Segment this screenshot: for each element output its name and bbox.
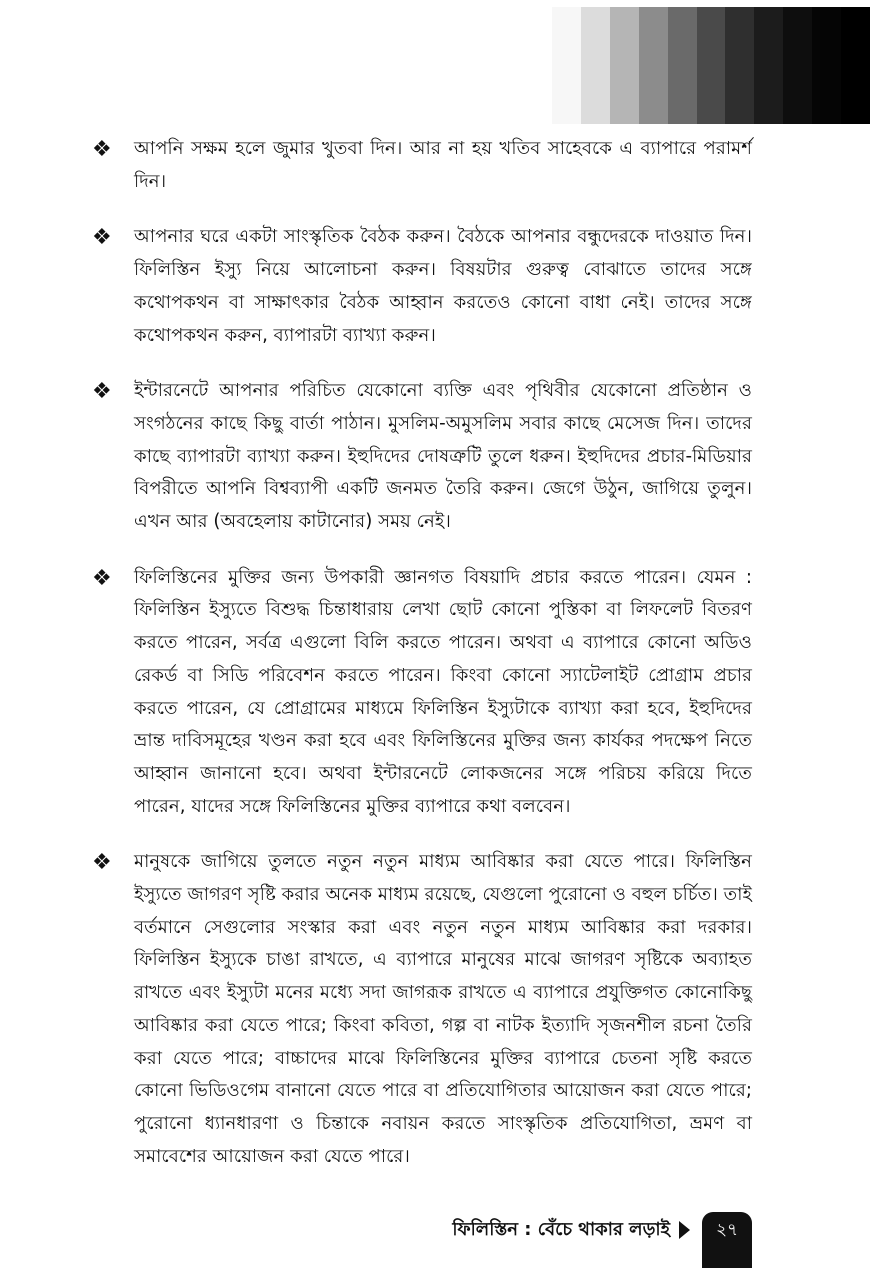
gray-swatch [725, 7, 754, 124]
list-item [92, 846, 752, 1173]
gray-swatch [639, 7, 668, 124]
grayscale-calibration-bar [552, 7, 870, 124]
gray-swatch [610, 7, 639, 124]
list-item [92, 133, 752, 198]
gray-swatch [841, 7, 870, 124]
page-body [92, 133, 752, 1196]
page-number: ২৭ [715, 1220, 739, 1240]
triangle-arrow-icon [679, 1221, 690, 1239]
bullet-paragraph: আপনার ঘরে একটা সাংস্কৃতিক বৈঠক করুন। বৈঠকে আপনার বন্ধুদেরকে দাওয়াত দিন। ফিলিস্তিন ইস্যু নিয়ে আলোচনা করুন। বিষয়টার গুরুত্ব বোঝাতে তাদের সঙ্গে কথোপকথন বা সাক্ষাৎকার বৈঠক আহ্বান করতেও কোনো বাধা নেই। তাদের সঙ্গে কথোপকথন করুন, ব্যাপারটা ব্যাখ্যা করুন। [134, 226, 752, 346]
gray-swatch [668, 7, 697, 124]
gray-swatch [697, 7, 726, 124]
bullet-paragraph: ফিলিস্তিনের মুক্তির জন্য উপকারী জ্ঞানগত বিষয়াদি প্রচার করতে পারেন। যেমন : ফিলিস্তিন ইস্যুতে বিশুদ্ধ চিন্তাধারায় লেখা ছোট কোনো পুস্তিকা বা লিফলেট বিতরণ করতে পারেন, সর্বত্র এগুলো বিলি করতে পারেন। অথবা এ ব্যাপারে কোনো অডিও রেকর্ড বা সিডি পরিবেশন করতে পারেন। কিংবা কোনো স্যাটেলাইট প্রোগ্রাম প্রচার করতে পারেন, যে প্রোগ্রামের মাধ্যমে ফিলিস্তিন ইস্যুটাকে ব্যাখ্যা করা হবে, ইহুদিদের ভ্রান্ত দাবিসমূহের খণ্ডন করা হবে এবং ফিলিস্তিনের মুক্তির জন্য কার্যকর পদক্ষেপ নিতে আহ্বান জানানো হবে। অথবা ইন্টারনেটে লোকজনের সঙ্গে পরিচয় করিয়ে দিতে পারেন, যাদের সঙ্গে ফিলিস্তিনের মুক্তির ব্যাপারে কথা বলবেন। [134, 566, 752, 817]
gray-swatch [754, 7, 783, 124]
diamond-bullet-icon: ❖ [92, 225, 112, 251]
gray-swatch [783, 7, 812, 124]
gray-swatch [812, 7, 841, 124]
gray-swatch [581, 7, 610, 124]
gray-swatch [552, 7, 581, 124]
diamond-bullet-icon: ❖ [92, 565, 112, 591]
diamond-bullet-icon: ❖ [92, 379, 112, 405]
bullet-paragraph: ইন্টারনেটে আপনার পরিচিত যেকোনো ব্যক্তি এবং পৃথিবীর যেকোনো প্রতিষ্ঠান ও সংগঠনের কাছে কিছু বার্তা পাঠান। মুসলিম-অমুসলিম সবার কাছে মেসেজ দিন। তাদের কাছে ব্যাপারটা ব্যাখ্যা করুন। ইহুদিদের দোষত্রুটি তুলে ধরুন। ইহুদিদের প্রচার-মিডিয়ার বিপরীতে আপনি বিশ্বব্যাপী একটি জনমত তৈরি করুন। জেগে উঠুন, জাগিয়ে তুলুন। এখন আর (অবহেলায় কাটানোর) সময় নেই। [134, 380, 752, 533]
bullet-paragraph: আপনি সক্ষম হলে জুমার খুতবা দিন। আর না হয় খতিব সাহেবকে এ ব্যাপারে পরামর্শ দিন। [134, 138, 752, 192]
book-title: ফিলিস্তিন : বেঁচে থাকার লড়াই [452, 1218, 670, 1240]
bullet-paragraph: মানুষকে জাগিয়ে তুলতে নতুন নতুন মাধ্যম আবিষ্কার করা যেতে পারে। ফিলিস্তিন ইস্যুতে জাগরণ সৃষ্টি করার অনেক মাধ্যম রয়েছে, যেগুলো পুরোনো ও বহুল চর্চিত। তাই বর্তমানে সেগুলোর সংস্কার করা এবং নতুন নতুন মাধ্যম আবিষ্কার করা দরকার। ফিলিস্তিন ইস্যুকে চাঙা রাখতে, এ ব্যাপারে মানুষের মাঝে জাগরণ সৃষ্টিকে অব্যাহত রাখতে এবং ইস্যুটা মনের মধ্যে সদা জাগরূক রাখতে এ ব্যাপারে প্রযুক্তিগত কোনোকিছু আবিষ্কার করা যেতে পারে; কিংবা কবিতা, গল্প বা নাটক ইত্যাদি সৃজনশীল রচনা তৈরি করা যেতে পারে; বাচ্চাদের মাঝে ফিলিস্তিনের মুক্তির ব্যাপারে চেতনা সৃষ্টি করতে কোনো ভিডিওগেম বানানো যেতে পারে বা প্রতিযোগিতার আয়োজন করা যেতে পারে; পুরোনো ধ্যানধারণা ও চিন্তাকে নবায়ন করতে সাংস্কৃতিক প্রতিযোগিতা, ভ্রমণ বা সমাবেশের আয়োজন করা যেতে পারে। [134, 851, 752, 1167]
diamond-bullet-icon: ❖ [92, 850, 112, 876]
page-number-tab [702, 1212, 752, 1268]
diamond-bullet-icon: ❖ [92, 137, 112, 162]
list-item [92, 221, 752, 352]
list-item [92, 562, 752, 824]
list-item [92, 375, 752, 539]
running-footer [400, 1212, 752, 1248]
